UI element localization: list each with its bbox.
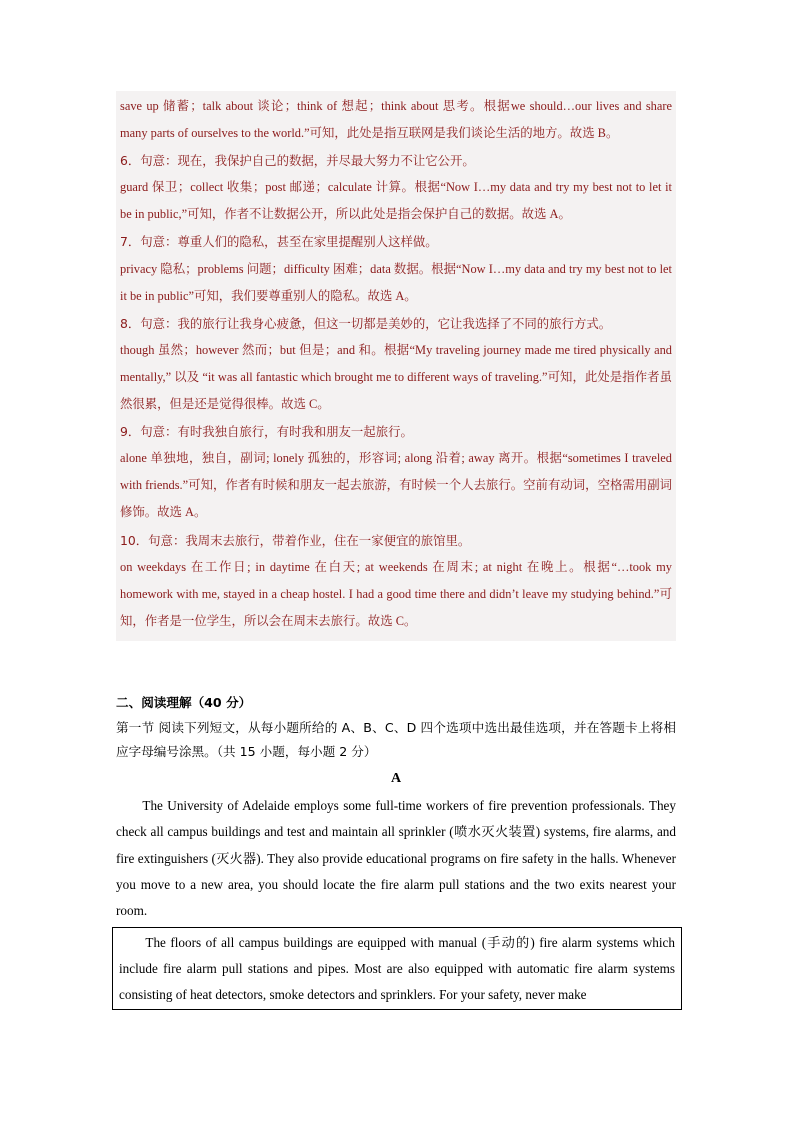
passage-paragraph: The University of Adelaide employs some full-time workers of fire prevention professionals. They check all campus buildings and test and maintain all sprinkler (喷水灭火装置) systems, fire alarms, and fire extinguishers (灭火器). They also provide educational programs on fire safety in the halls. Whenever you move to a new area, you should locate the fire alarm pull stations and the two exits nearest your room. (116, 798, 676, 919)
explanation-5: save up 储蓄；talk about 谈论；think of 想起；think about 思考。根据we should…our lives and share many parts of ourselves to the world.”可知，此处是指互联网是我们谈论生活的地方。故选 B。 (120, 99, 672, 141)
boxed-text (112, 927, 682, 1010)
section-instructions: 第一节 阅读下列短文，从每小题所给的 A、B、C、D 四个选项中选出最佳选项，并在答题卡上将相应字母编号涂黑。（共 15 小题，每小题 2 分） (116, 720, 676, 759)
question-7-meaning: 7．句意：尊重人们的隐私，甚至在家里提醒别人这样做。 (120, 234, 438, 250)
explanation-8: though 虽然；however 然而；but 但是；and 和。根据“My traveling journey made me tired physically and mentally,” 以及 “it was all fantastic which brought me to different ways of traveling.”可知，此处是指作者虽然很累，但是还是觉得很棒。故选 C。 (120, 342, 672, 412)
explanation-10: on weekdays 在工作日; in daytime 在白天; at weekends 在周末; at night 在晚上。根据“…took my homework with me, stayed in a cheap hostel. I had a good time there and didn’t leave my studying behind.”可知，作者是一位学生，所以会在周末去旅行。故选 C。 (120, 559, 672, 628)
explanation-7: privacy 隐私；problems 问题；difficulty 困难；data 数据。根据“Now I…my data and try my best not to let it be in public”可知，我们要尊重别人的隐私。故选 A。 (120, 261, 672, 303)
question-10-meaning: 10．句意：我周末去旅行，带着作业，住在一家便宜的旅馆里。 (120, 532, 471, 548)
question-6-meaning: 6．句意：现在，我保护自己的数据，并尽最大努力不让它公开。 (120, 153, 475, 169)
explanation-9: alone 单独地，独自，副词; lonely 孤独的，形容词; along 沿着; away 离开。根据“sometimes I traveled with friends.”可知，作者有时候和朋友一起去旅游，有时候一个人去旅行。空前有动词，空格需用副词修饰。故选 A。 (120, 451, 672, 520)
boxed-paragraph: The floors of all campus buildings are equipped with manual (手动的) fire alarm systems which include fire alarm pull stations and pipes. Most are also equipped with automatic fire alarm systems consisting of heat detectors, smoke detectors and sprinklers. For your safety, never make (119, 935, 675, 1003)
section-heading: 二、阅读理解（40 分） (116, 695, 252, 710)
question-9-meaning: 9．句意：有时我独自旅行，有时我和朋友一起旅行。 (120, 424, 413, 440)
question-8-meaning: 8．句意：我的旅行让我身心疲惫，但这一切都是美妙的，它让我选择了不同的旅行方式。 (120, 315, 612, 331)
passage-label: A (390, 771, 402, 786)
explanation-6: guard 保卫；collect 收集；post 邮递；calculate 计算。根据“Now I…my data and try my best not to let it be in public,”可知，作者不让数据公开，所以此处是指会保护自己的数据。故选 A。 (120, 180, 672, 222)
answer-explanations (116, 91, 676, 641)
